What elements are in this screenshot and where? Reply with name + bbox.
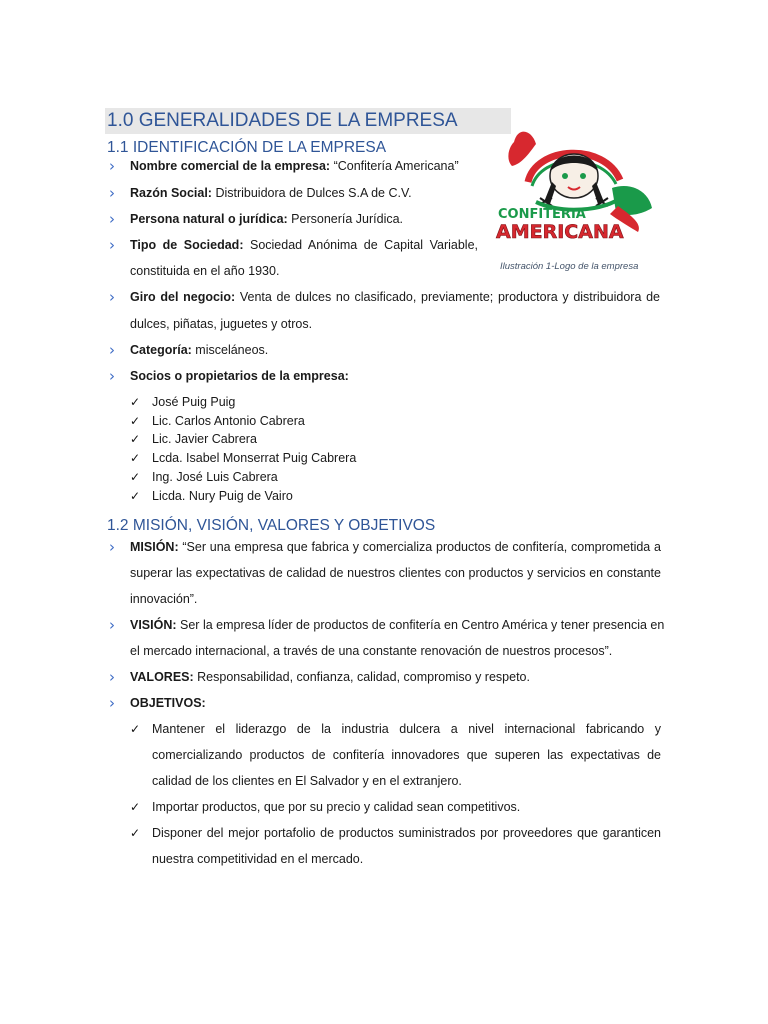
objetivo-1-line-1: Mantener el liderazgo de la industria dulcera a nivel internacional fabricando y	[152, 722, 661, 736]
objetivo-1-line-3: calidad de los clientes en El Salvador y en el extranjero.	[152, 774, 462, 788]
item-text: Personería Jurídica.	[287, 212, 404, 226]
item-label: Nombre comercial de la empresa:	[130, 159, 331, 173]
logo-caption: Ilustración 1-Logo de la empresa	[500, 261, 639, 272]
partner-item: Lic. Javier Cabrera	[152, 432, 257, 446]
vision-text: Ser la empresa líder de productos de confitería en Centro América y tener presencia en	[176, 618, 665, 632]
checkmark-icon: ✓	[130, 826, 141, 840]
mision-line-1	[130, 539, 661, 555]
checkmark-icon: ✓	[130, 395, 141, 409]
checkmark-icon: ✓	[130, 432, 141, 446]
chevron-right-icon: ›	[109, 184, 115, 202]
item-label: Categoría:	[130, 343, 192, 357]
mision-text: “Ser una empresa que fabrica y comercializa productos de confitería, comprometida a	[178, 540, 661, 554]
item-tipo-sociedad	[130, 237, 478, 253]
chevron-right-icon: ›	[109, 668, 115, 686]
item-text: “Confitería Americana”	[330, 159, 459, 173]
item-giro-cont: dulces, piñatas, juguetes y otros.	[130, 317, 313, 331]
mision-line-2: superar las expectativas de calidad de nuestros clientes con productos y servicios en constante	[130, 566, 661, 580]
valores-label: VALORES:	[130, 670, 194, 684]
vision-label: VISIÓN:	[130, 618, 177, 632]
item-label: Giro del negocio:	[130, 290, 236, 304]
checkmark-icon: ✓	[130, 800, 141, 814]
item-persona	[130, 211, 403, 227]
logo-text-confiteria: CONFITERIA	[498, 207, 586, 222]
partner-item: Licda. Nury Puig de Vairo	[152, 489, 293, 503]
partner-item: Lcda. Isabel Monserrat Puig Cabrera	[152, 451, 357, 465]
partner-item: Ing. José Luis Cabrera	[152, 470, 278, 484]
objetivo-3-line-2: nuestra competitividad en el mercado.	[152, 852, 364, 866]
logo-text-americana: AMERICANA	[496, 221, 624, 243]
item-socios	[130, 368, 349, 384]
item-label: Persona natural o jurídica:	[130, 212, 288, 226]
item-label: Tipo de Sociedad:	[130, 238, 244, 252]
chevron-right-icon: ›	[109, 538, 115, 556]
mision-line-3: innovación”.	[130, 592, 198, 606]
checkmark-icon: ✓	[130, 489, 141, 503]
heading-generalidades: 1.0 GENERALIDADES DE LA EMPRESA	[105, 108, 511, 134]
item-text: Sociedad Anónima de Capital Variable,	[243, 238, 478, 252]
item-text: Venta de dulces no clasificado, previamente; productora y distribuidora de	[235, 290, 660, 304]
objetivos-label	[130, 695, 206, 711]
checkmark-icon: ✓	[130, 451, 141, 465]
checkmark-icon: ✓	[130, 470, 141, 484]
checkmark-icon: ✓	[130, 414, 141, 428]
chevron-right-icon: ›	[109, 210, 115, 228]
heading-identificacion: 1.1 IDENTIFICACIÓN DE LA EMPRESA	[107, 139, 387, 156]
heading-mision-vision: 1.2 MISIÓN, VISIÓN, VALORES Y OBJETIVOS	[107, 517, 436, 534]
chevron-right-icon: ›	[109, 694, 115, 712]
objetivo-3-line-1: Disponer del mejor portafolio de productos suministrados por proveedores que garanticen	[152, 826, 661, 840]
item-nombre-comercial	[130, 158, 459, 174]
vision-line-2: el mercado internacional, a través de una constante renovación de nuestros procesos”.	[130, 644, 613, 658]
item-text: misceláneos.	[191, 343, 269, 357]
item-razon-social	[130, 185, 412, 201]
partner-item: José Puig Puig	[152, 395, 236, 409]
item-tipo-sociedad-cont: constituida en el año 1930.	[130, 264, 280, 278]
mision-label: MISIÓN:	[130, 540, 179, 554]
item-text: Distribuidora de Dulces S.A de C.V.	[211, 186, 412, 200]
objetivos-label-text: OBJETIVOS:	[130, 696, 206, 710]
chevron-right-icon: ›	[109, 341, 115, 359]
chevron-right-icon: ›	[109, 367, 115, 385]
valores-line	[130, 669, 530, 685]
objetivo-2-line-1: Importar productos, que por su precio y calidad sean competitivos.	[152, 800, 521, 814]
chevron-right-icon: ›	[109, 616, 115, 634]
vision-line-1	[130, 617, 665, 633]
item-giro	[130, 289, 660, 305]
checkmark-icon: ✓	[130, 722, 141, 736]
objetivo-1-line-2: comercializando productos de confitería innovadores que superen las expectativas de	[152, 748, 661, 762]
chevron-right-icon: ›	[109, 157, 115, 175]
partner-item: Lic. Carlos Antonio Cabrera	[152, 414, 305, 428]
item-label: Socios o propietarios de la empresa:	[130, 369, 349, 383]
valores-text: Responsabilidad, confianza, calidad, compromiso y respeto.	[193, 670, 530, 684]
item-categoria	[130, 342, 268, 358]
confiteria-americana-logo	[492, 124, 656, 252]
chevron-right-icon: ›	[109, 236, 115, 254]
item-label: Razón Social:	[130, 186, 212, 200]
chevron-right-icon: ›	[109, 288, 115, 306]
